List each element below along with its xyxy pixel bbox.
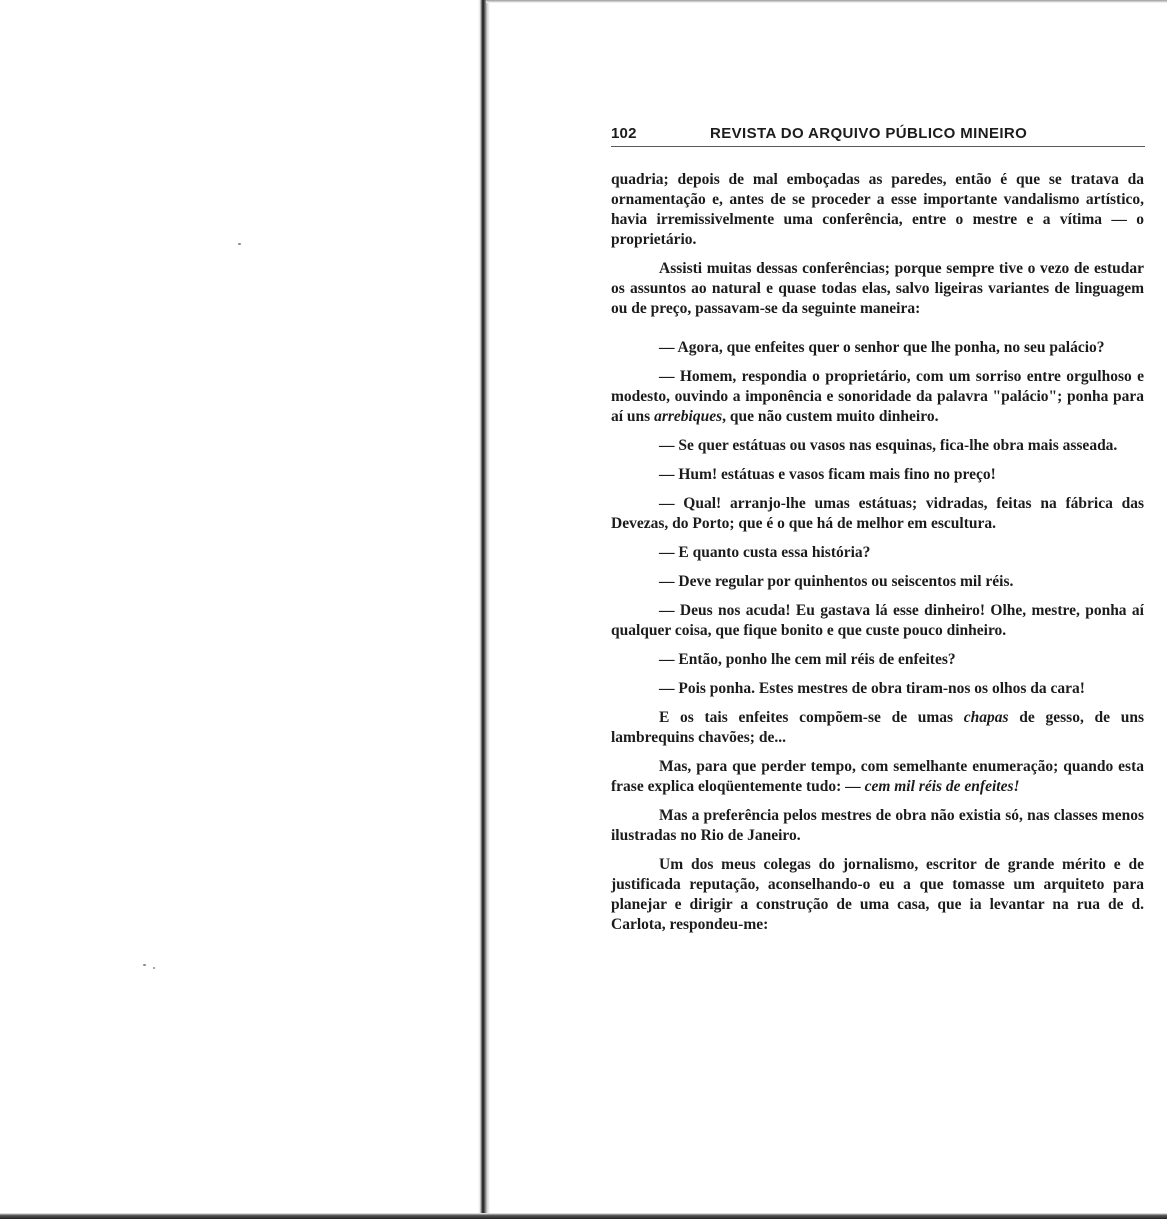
- paragraph: Mas, para que perder tempo, com semelhante enumeração; quando esta frase explica eloqüentemente tudo: — cem mil réis de enfeites!: [611, 758, 1144, 795]
- blank-left-page: [0, 0, 478, 1219]
- page-top-edge: [486, 0, 1167, 3]
- dialogue-line: — Deus nos acuda! Eu gastava lá esse dinheiro! Olhe, mestre, ponha aí qualquer coisa, que fique bonito e que custe pouco dinheiro.: [611, 602, 1144, 639]
- page-bottom-edge: [0, 1213, 1167, 1219]
- paragraph: Um dos meus colegas do jornalismo, escritor de grande mérito e de justificada reputação, aconselhando-o eu a que tomasse um arquiteto para planejar e dirigir a construção de uma casa, que ia levantar na rua de d. Carlota, respondeu-me:: [611, 856, 1144, 933]
- dialogue-line: — Deve regular por quinhentos ou seiscentos mil réis.: [659, 573, 1014, 590]
- dialogue-line: — Se quer estátuas ou vasos nas esquinas, fica-lhe obra mais asseada.: [659, 437, 1118, 454]
- book-binding-gutter: [478, 0, 490, 1219]
- dialogue-line: — Homem, respondia o proprietário, com um sorriso entre orgulhoso e modesto, ouvindo a imponência e sonoridade da palavra "palácio"; ponha para aí uns arrebiques, que não custem muito dinheiro.: [611, 368, 1144, 425]
- paper-speck: [238, 243, 241, 245]
- paragraph: Mas a preferência pelos mestres de obra não existia só, nas classes menos ilustradas no Rio de Janeiro.: [611, 807, 1144, 844]
- body-text: [611, 170, 1144, 944]
- dialogue-line: — Então, ponho lhe cem mil réis de enfeites?: [659, 651, 956, 668]
- running-head: [611, 124, 1145, 147]
- dialogue-line: — Qual! arranjo-lhe umas estátuas; vidradas, feitas na fábrica das Devezas, do Porto; que é o que há de melhor em escultura.: [611, 495, 1144, 532]
- paragraph: E os tais enfeites compõem-se de umas chapas de gesso, de uns lambrequins chavões; de...: [611, 709, 1144, 746]
- journal-title: REVISTA DO ARQUIVO PÚBLICO MINEIRO: [710, 125, 1028, 142]
- paper-speck: [153, 967, 155, 969]
- dialogue-line: — Hum! estátuas e vasos ficam mais fino no preço!: [659, 466, 996, 483]
- dialogue-line: — Pois ponha. Estes mestres de obra tiram-nos os olhos da cara!: [659, 680, 1085, 697]
- paragraph: Assisti muitas dessas conferências; porque sempre tive o vezo de estudar os assuntos ao natural e quase todas elas, salvo ligeiras variantes de linguagem ou de preço, passavam-se da seguinte maneira:: [611, 260, 1144, 317]
- dialogue-line: — E quanto custa essa história?: [659, 544, 871, 561]
- paper-speck: [143, 964, 146, 966]
- dialogue-line: — Agora, que enfeites quer o senhor que lhe ponha, no seu palácio?: [659, 339, 1105, 356]
- paragraph: quadria; depois de mal emboçadas as paredes, então é que se tratava da ornamentação e, antes de se proceder a esse importante vandalismo artístico, havia irremissivelmente uma conferência, entre o mestre e a vítima — o proprietário.: [611, 171, 1144, 248]
- page-number: 102: [611, 125, 637, 142]
